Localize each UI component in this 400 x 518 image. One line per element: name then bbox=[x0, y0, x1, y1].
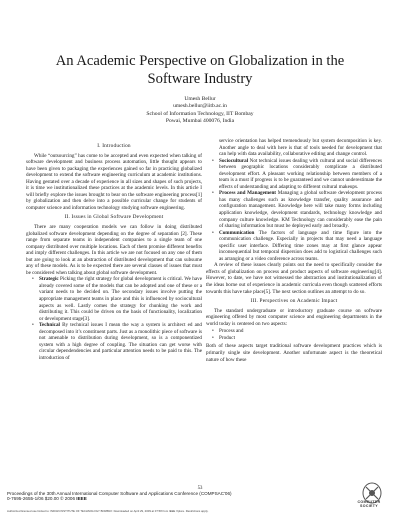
issues-bullet-list bbox=[26, 276, 202, 361]
logo-line-2: SOCIETY bbox=[360, 504, 378, 508]
section-heading-perspectives: III. Perspectives on Academic Impact bbox=[250, 298, 338, 305]
proceedings-line: Proceedings of the 30th Annual International Computer Software and Applications Conference (COMPSAC'06) bbox=[7, 491, 232, 496]
bullet-term: Technical bbox=[39, 322, 60, 329]
aspect-item: • Product bbox=[219, 335, 382, 342]
bullet-text: Not technical issues dealing with cultural and social differences between geographic locations considerably complicate a distributed development effort. A pleasant working relationship between members of a team is a must if progress is to be guaranteed and we cannot underestimate the effects of understanding and adapting to different cultural makeups. bbox=[219, 157, 382, 190]
intro-paragraph: While “outsourcing” has come to be accepted and even expected when talking of software development and business process automation, little thought appears to have been given to packaging the experiences gained so far in practicing globalized development to extend the software engineering curriculum at academic institutions. Having gestated over a decade of experience in all sizes and shapes of such projects, it is time we institutionalized these practices at the academic levels. In this article I will briefly explore the issues brought to bear on the software engineering process[1] by globalization and then delve into a possible curricular change for students of computer science and information technology studying software engineering. bbox=[26, 152, 202, 211]
bullet-term: Strategic bbox=[39, 276, 59, 283]
left-column bbox=[26, 140, 202, 362]
isbn-line bbox=[7, 496, 307, 501]
author-name: Umesh Bellur bbox=[184, 96, 216, 102]
logo-line-1: COMPUTER bbox=[357, 500, 381, 504]
author-email: umesh.bellur@iitb.ac.in bbox=[173, 103, 227, 110]
bullet-text: Managing a global software development process has many challenges such as knowledge transfer, quality assurance and configuration management. Knowledge here will take many forms including application knowledge, development standards, technology knowledge and company culture knowledge. KM Technology can considerably ease the pain of sharing information but must be deployed early and broadly. bbox=[219, 190, 382, 230]
bullet-term: Process and Management bbox=[219, 190, 277, 197]
continued-paragraph: service orientation has helped tremendously but system decomposition is key. Another angle to deal with here is that of tools needed for development that can help with data availability, collaborative editing and change control. bbox=[219, 138, 382, 158]
perspectives-paragraph: The standard undergraduate or introductory graduate course on software engineering offered by most computer science and engineering departments in the world today is centered on two aspects: bbox=[206, 307, 382, 327]
issues-bullet-list-continued bbox=[206, 158, 382, 263]
right-column bbox=[206, 138, 382, 363]
review-paragraph: A review of these issues clearly points out the need to specifically consider the effects of globalization on process and product aspects of software engineering[4]. However, to date, we have not witnessed the abstraction and institutionalization of the ideas borne out of experience in academic curricula even though scattered efforts towards this have take place[5]. The next section outlines an attempt to do so. bbox=[206, 262, 382, 295]
author-block bbox=[100, 96, 300, 125]
bullet-text: By technical issues I mean the way a system is architect ed and decomposed into it’s constituent parts. Just as a monolithic piece of software is not amenable to distribution during development, so is a componentized system with a high degree of coupling. The situation can get worse with circular dependendencies and particular attention needs to be paid to this. The introduction of bbox=[39, 322, 202, 361]
bullet-communication bbox=[219, 230, 382, 263]
bullet-sociocultural bbox=[219, 158, 382, 191]
ieee-mark: IEEE bbox=[76, 496, 87, 502]
bullet-process-management bbox=[219, 190, 382, 229]
proceedings-footer bbox=[7, 491, 307, 502]
final-paragraph: Both of these aspects target traditional software development practices which is primarily single site development. Another unfortunate aspect is the theoretical nature of how these bbox=[206, 343, 382, 363]
author-location: Powai, Mumbai 400076, India bbox=[165, 117, 235, 124]
bullet-term: Communication bbox=[219, 229, 255, 236]
page-number: 53 bbox=[197, 486, 203, 491]
section-heading-issues: II. Issues in Global Software Development bbox=[64, 214, 164, 221]
bullet-text: The factors of language and time figure into the communication challenge. Especially in projects that may need a language specific user interface. Differing time zones may at first glance appear inconsequential but temporal dispersion does add to logistical challenges such as arranging or a video conference across teams. bbox=[219, 229, 382, 262]
license-notice: Authorized licensed use limited to: INDIAN INSTITUTE OF TECHNOLOGY BOMBAY. Downloaded on April 29, 2009 at 07:58 from IEEE Xplore. Restrictions apply. bbox=[7, 509, 209, 513]
bullet-technical bbox=[39, 322, 202, 361]
author-affiliation: School of Information Technology, IIT Bombay bbox=[146, 110, 254, 117]
issues-paragraph: There are many cooperation models we can follow in doing distributed globalized software development depending on the degree of separation [2]. These range from separate teams in independent companies to a single team of one company distributed over multiple locations. Each of them promise different benefits and imply different challenges. In this article we are not focused on any one of them but are going to look at an abstraction of distributed development that can subsume any of these models. As is to be expected there are several classes of issues that must be considered when talking about global software development. bbox=[26, 224, 202, 276]
aspects-list bbox=[206, 328, 382, 341]
isbn-text: 0-7695-2655-1/06 $20.00 © 2006 bbox=[7, 496, 76, 502]
bullet-strategic bbox=[39, 276, 202, 322]
aspect-item: • Process and bbox=[219, 328, 382, 335]
computer-society-label bbox=[341, 500, 397, 508]
bullet-term: Sociocultural bbox=[219, 157, 249, 164]
bullet-text: Picking the right strategy for global development is critical. We have already covered some of the models that can be adopted and one of these or a variant needs to be decided on. The secondary issues involve putting the appropriate management teams in place and this is influenced by sociocultural aspects as well. Lastly comes the strategy for chunking the work and distributing it. This could be driven on the basis of functionality, localization or development stage[3]. bbox=[39, 276, 202, 322]
paper-title: An Academic Perspective on Globalization in the Software Industry bbox=[55, 53, 345, 87]
section-heading-introduction: I. Introduction bbox=[97, 143, 131, 149]
